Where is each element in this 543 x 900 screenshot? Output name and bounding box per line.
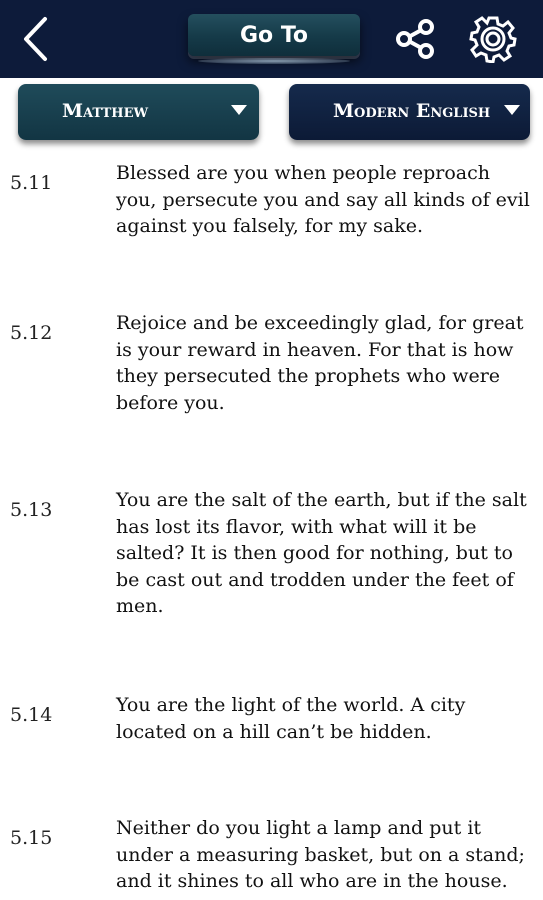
caret-down-icon [231,105,247,115]
book-select[interactable] [18,84,259,140]
verse-number: 5.12 [10,322,53,344]
goto-button-glow [198,58,350,64]
share-icon [393,17,437,61]
settings-button[interactable] [467,13,519,65]
version-select[interactable] [289,84,530,140]
caret-down-icon [504,105,520,115]
goto-button[interactable] [188,14,360,56]
verse-text: Neither do you light a lamp and put it under a measuring basket, but on a stand; and it shines to all who are in the house. [116,817,525,892]
top-bar [0,0,543,78]
verse-text: Rejoice and be exceedingly glad, for great is your reward in heaven. For that is how they persecuted the prophets who were before you. [116,312,524,414]
back-button[interactable] [14,14,58,64]
goto-label: Go To [239,22,309,48]
verse-number: 5.14 [10,704,53,726]
share-button[interactable] [390,14,440,64]
gear-icon [469,15,517,63]
verse-number: 5.15 [10,827,53,849]
verse-text: You are the light of the world. A city located on a hill can’t be hidden. [116,694,466,743]
book-select-value: Matthew [62,100,149,122]
verse-text: You are the salt of the earth, but if the salt has lost its flavor, with what will it be salted? It is then good for nothing, but to be cast out and trodden under the feet of men. [116,489,527,617]
verse-number: 5.11 [10,172,53,194]
verse-number: 5.13 [10,499,53,521]
chevron-left-icon [21,16,51,62]
verse-text: Blessed are you when people reproach you, persecute you and say all kinds of evil against you falsely, for my sake. [116,162,530,237]
version-select-value: Modern English [333,100,491,122]
